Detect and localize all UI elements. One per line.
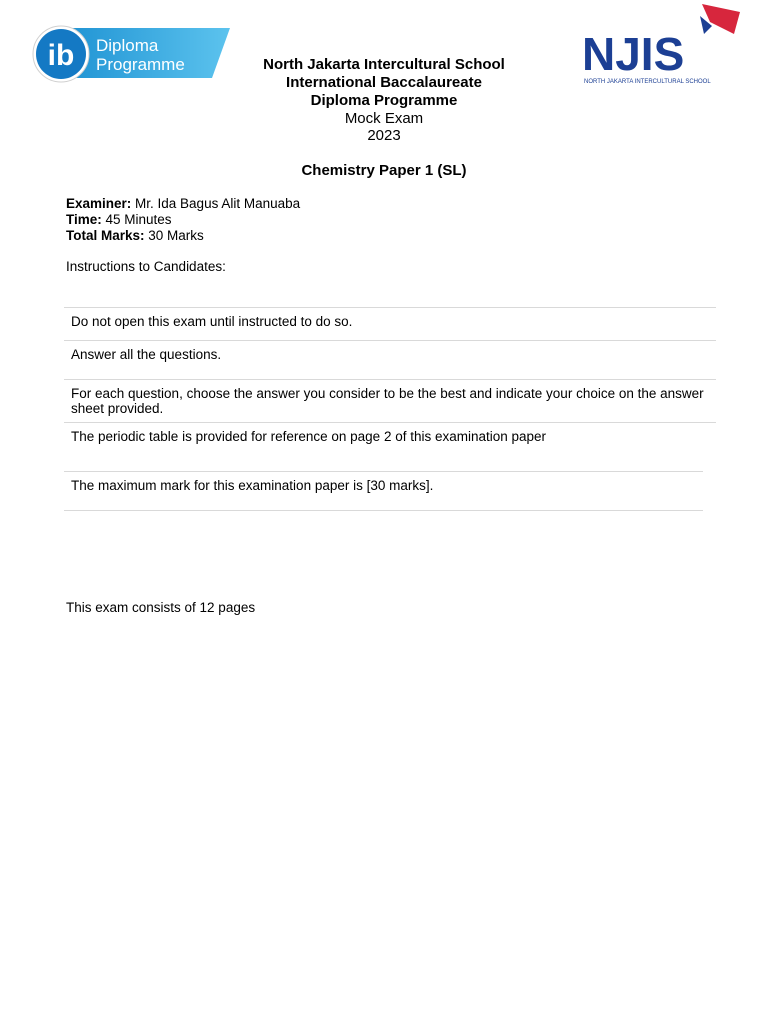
time-label: Time: — [66, 212, 102, 227]
paper-title: Chemistry Paper 1 (SL) — [301, 162, 467, 179]
instruction-row: Do not open this exam until instructed to do so. — [64, 307, 716, 340]
instruction-row: The maximum mark for this examination paper is [30 marks]. — [64, 471, 703, 511]
njis-logo-graphic — [578, 0, 748, 90]
school-name: North Jakarta Intercultural School — [263, 56, 505, 73]
instruction-row: Answer all the questions. — [64, 340, 716, 379]
instructions-table — [64, 307, 716, 511]
instruction-row: The periodic table is provided for reference on page 2 of this examination paper — [64, 422, 716, 471]
examiner-value: Mr. Ida Bagus Alit Manuaba — [131, 196, 301, 211]
program-line-1: International Baccalaureate — [286, 74, 482, 91]
total-marks-label: Total Marks: — [66, 228, 145, 243]
document-header — [200, 56, 568, 144]
page-count-note: This exam consists of 12 pages — [66, 600, 256, 615]
ib-mark-text: ib — [47, 39, 75, 72]
instructions-heading: Instructions to Candidates: — [66, 259, 226, 274]
examiner-label: Examiner: — [66, 196, 132, 211]
exam-type: Mock Exam — [344, 110, 424, 127]
examiner-line — [66, 196, 300, 212]
njis-subtext: NORTH JAKARTA INTERCULTURAL SCHOOL — [584, 79, 711, 85]
instruction-row: For each question, choose the answer you consider to be the best and indicate your choice on the answer sheet provided. — [64, 379, 716, 422]
total-marks-line — [66, 228, 300, 244]
time-line — [66, 212, 300, 228]
ib-line2-text: Programme — [96, 55, 185, 74]
exam-details — [66, 196, 300, 244]
njis-logo — [578, 0, 748, 90]
ib-line1-text: Diploma — [96, 36, 159, 55]
exam-year: 2023 — [367, 127, 401, 144]
njis-wordmark: NJIS — [582, 28, 685, 80]
total-marks-value: 30 Marks — [144, 228, 204, 243]
program-line-2: Diploma Programme — [310, 92, 458, 109]
time-value: 45 Minutes — [101, 212, 172, 227]
